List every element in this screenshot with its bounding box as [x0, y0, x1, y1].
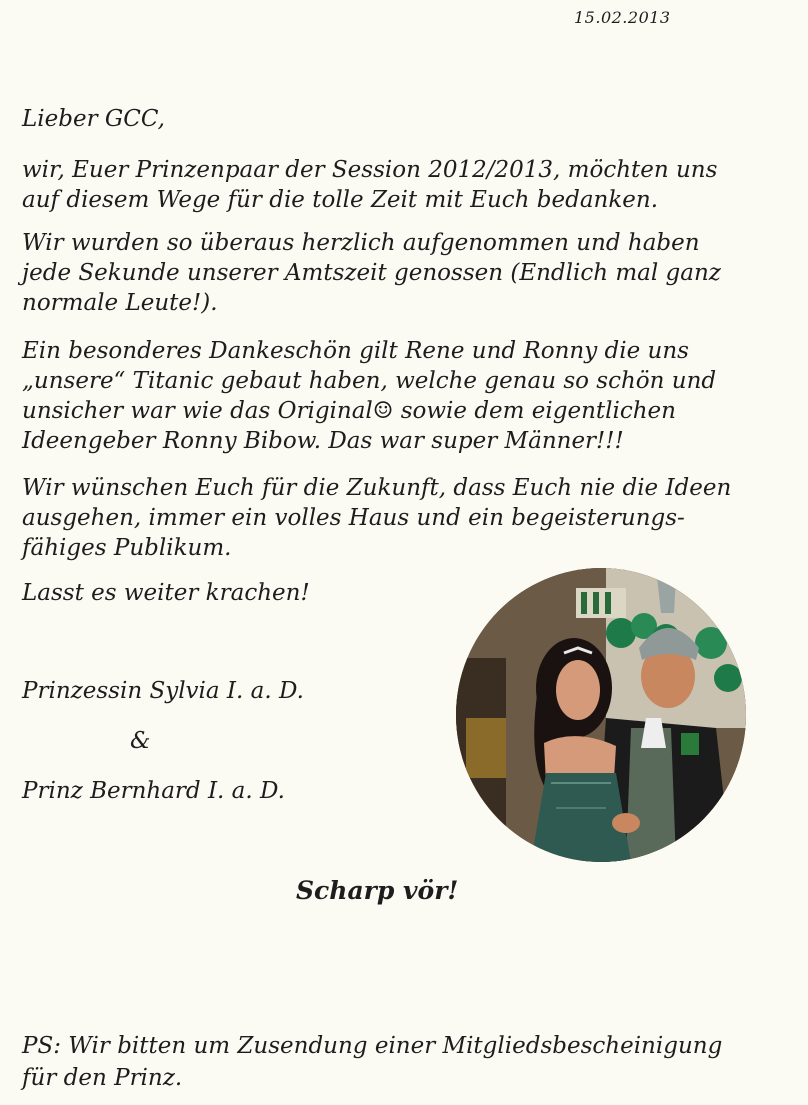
paragraph-4-line-2: ausgehen, immer ein volles Haus und ein begeisterungs-: [22, 505, 685, 531]
paragraph-1-line-1: wir, Euer Prinzenpaar der Session 2012/2013, möchten uns: [22, 157, 718, 183]
closing-motto: Scharp vör!: [296, 876, 459, 905]
signature-prince: Prinz Bernhard I. a. D.: [22, 778, 285, 804]
paragraph-4-line-3: fähiges Publikum.: [22, 535, 232, 561]
paragraph-1-line-2: auf diesem Wege für die tolle Zeit mit Euch bedanken.: [22, 187, 659, 213]
paragraph-5-line-1: Lasst es weiter krachen!: [22, 580, 310, 606]
postscript-line-2: für den Prinz.: [22, 1065, 183, 1091]
paragraph-3-line-4: Ideengeber Ronny Bibow. Das war super Männer!!!: [22, 428, 624, 454]
salutation: Lieber GCC,: [22, 106, 165, 132]
prince-couple-photo: [456, 568, 746, 862]
letter-date: 15.02.2013: [574, 8, 671, 27]
paragraph-3-line-1: Ein besonderes Dankeschön gilt Rene und Ronny die uns: [22, 338, 689, 364]
signature-ampersand: &: [130, 728, 151, 754]
paragraph-3-line-3: unsicher war wie das Original☺ sowie dem eigentlichen: [22, 398, 676, 424]
paragraph-3-line-2: „unsere“ Titanic gebaut haben, welche genau so schön und: [22, 368, 717, 394]
paragraph-2-line-1: Wir wurden so überaus herzlich aufgenommen und haben: [22, 230, 700, 256]
paragraph-4-line-1: Wir wünschen Euch für die Zukunft, dass Euch nie die Ideen: [22, 475, 732, 501]
signature-princess: Prinzessin Sylvia I. a. D.: [22, 678, 304, 704]
postscript-line-1: PS: Wir bitten um Zusendung einer Mitgliedsbescheinigung: [22, 1033, 723, 1059]
paragraph-2-line-2: jede Sekunde unserer Amtszeit genossen (Endlich mal ganz: [22, 260, 721, 286]
paragraph-2-line-3: normale Leute!).: [22, 290, 218, 316]
